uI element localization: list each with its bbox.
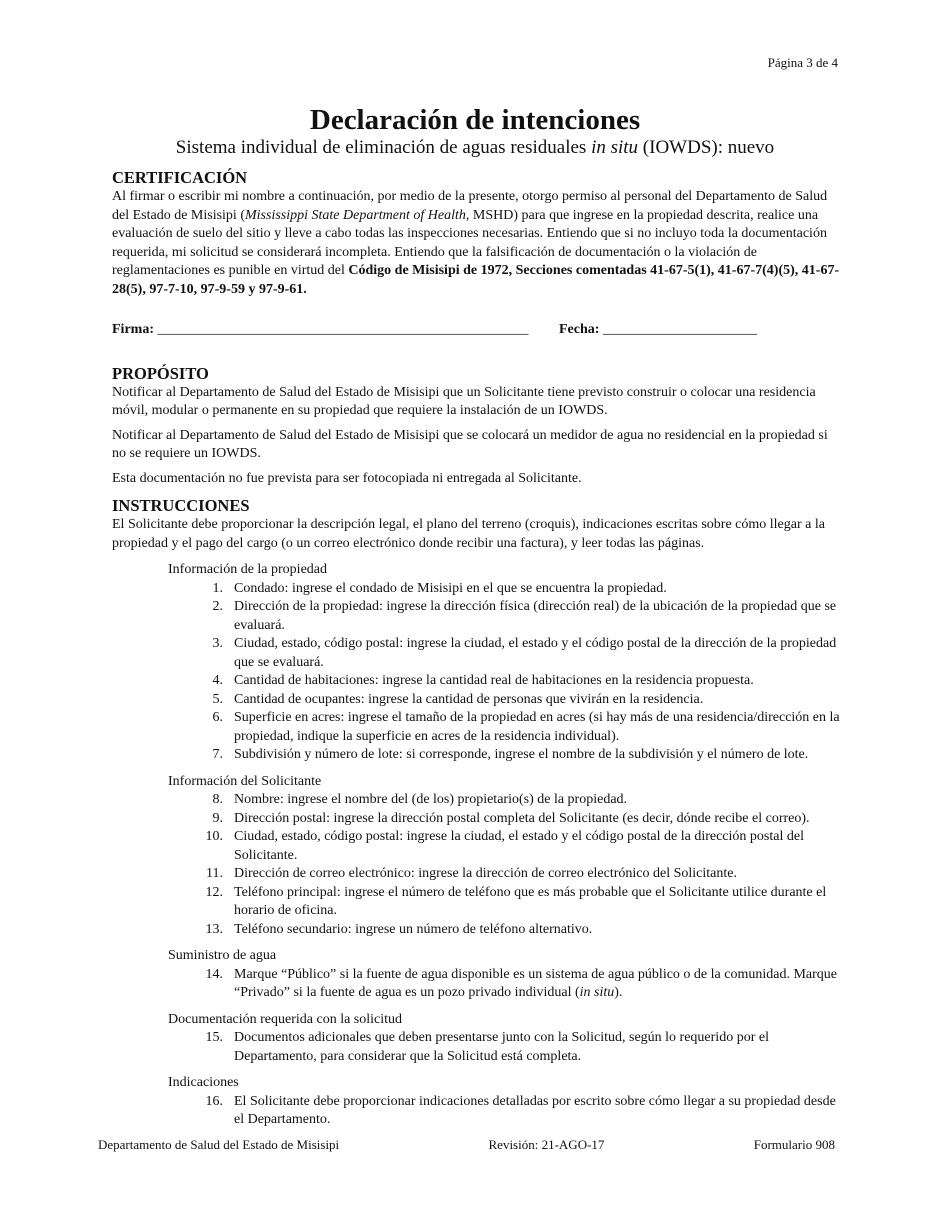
item-text: Teléfono principal: ingrese el número de teléfono que es más probable que el Solicitante utilice durante el horario de oficina.: [234, 884, 827, 918]
instructions-intro: El Solicitante debe proporcionar la descripción legal, el plano del terreno (croquis), indicaciones escritas sobre cómo llegar a la propiedad y el pago del cargo (o un correo electrónico donde recibir una factura), y leer todas las páginas.: [112, 517, 825, 551]
list-item: [168, 828, 840, 865]
item-text: Cantidad de ocupantes: ingrese la cantidad de personas que vivirán en la residencia.: [234, 691, 704, 707]
item-text-italic: in situ: [579, 985, 615, 1000]
item-number: 6.: [212, 710, 223, 725]
property-info-group: [168, 561, 840, 765]
list-item: [168, 746, 840, 765]
instruction-list: [168, 1093, 840, 1130]
date-field[interactable]: [559, 321, 757, 340]
list-item: [168, 810, 840, 829]
item-text: Nombre: ingrese el nombre del (de los) propietario(s) de la propiedad.: [234, 792, 628, 807]
item-text: El Solicitante debe proporcionar indicaciones detalladas por escrito sobre cómo llegar a su propiedad desde el Departamento.: [234, 1093, 836, 1127]
signature-label: Firma:: [112, 322, 154, 337]
item-text-part: Marque “Público” si la fuente de agua disponible es un sistema de agua público o de la comunidad. Marque “Privado” si la fuente de agua es un pozo privado individual (: [234, 966, 837, 1000]
list-item: [168, 598, 840, 635]
list-item: [168, 966, 840, 1003]
directions-group: [168, 1074, 840, 1130]
item-text: Ciudad, estado, código postal: ingrese la ciudad, el estado y el código postal de la dirección postal del Solicitante.: [234, 829, 804, 863]
item-number: 8.: [212, 792, 223, 807]
footer-revision: Revisión: 21-AGO-17: [488, 1137, 605, 1152]
item-text: Teléfono secundario: ingrese un número de teléfono alternativo.: [234, 921, 593, 937]
purpose-paragraph: Notificar al Departamento de Salud del Estado de Misisipi que un Solicitante tiene previsto construir o colocar una residencia móvil, modular o permanente en su propiedad que requiere la instalación de un IOWDS.: [112, 384, 816, 418]
item-text: Cantidad de habitaciones: ingrese la cantidad real de habitaciones en la residencia propuesta.: [234, 673, 754, 688]
group-title: Indicaciones: [168, 1075, 239, 1090]
item-text-end: ).: [614, 985, 623, 1000]
instructions-heading: INSTRUCCIONES: [112, 496, 250, 515]
list-item: [168, 691, 840, 710]
item-text: [234, 966, 840, 1003]
list-item: [168, 635, 840, 672]
list-item: [168, 791, 840, 810]
purpose-section: [112, 364, 840, 489]
page-title: Declaración de intenciones: [309, 104, 641, 136]
certification-text: [112, 188, 840, 299]
item-number: 15.: [205, 1030, 223, 1045]
item-text: Dirección de la propiedad: ingrese la dirección física (dirección real) de la ubicación de la propiedad que se evaluará.: [234, 599, 837, 633]
list-item: [168, 865, 840, 884]
instruction-list: [168, 1029, 840, 1066]
page-subtitle: [0, 137, 950, 159]
list-item: [168, 884, 840, 921]
purpose-paragraph: Esta documentación no fue prevista para ser fotocopiada ni entregada al Solicitante.: [112, 470, 582, 486]
instruction-list: [168, 966, 840, 1003]
item-number: 2.: [212, 599, 223, 614]
group-title: Información de la propiedad: [168, 562, 327, 577]
page-number: Página 3 de 4: [767, 55, 838, 70]
group-title: Documentación requerida con la solicitud: [168, 1011, 403, 1027]
certification-heading: CERTIFICACIÓN: [112, 168, 248, 187]
instruction-list: [168, 580, 840, 765]
group-title: Información del Solicitante: [168, 773, 322, 789]
subtitle-italic: in situ: [591, 137, 639, 158]
footer-form-number: Formulario 908: [753, 1137, 835, 1152]
list-item: [168, 672, 840, 691]
document-body: [112, 168, 840, 1130]
item-number: 7.: [212, 747, 223, 762]
list-item: [168, 1093, 840, 1130]
date-line: ______________________: [602, 322, 757, 337]
item-text: Dirección de correo electrónico: ingrese la dirección de correo electrónico del Solicitante.: [234, 866, 737, 881]
item-number: 14.: [205, 966, 223, 982]
item-text: Condado: ingrese el condado de Misisipi en el que se encuentra la propiedad.: [234, 580, 667, 596]
item-number: 13.: [205, 921, 223, 937]
item-number: 1.: [212, 580, 223, 596]
subtitle-text: Sistema individual de eliminación de aguas residuales: [175, 137, 592, 158]
item-number: 4.: [212, 673, 223, 688]
item-number: 9.: [212, 810, 223, 826]
signature-line: _____________________________________________________: [157, 322, 529, 337]
item-text: Superficie en acres: ingrese el tamaño de la propiedad en acres (si hay más de una residencia/dirección en la propiedad, indique la superficie en acres de la residencia individual).: [234, 710, 840, 744]
required-docs-group: [168, 1011, 840, 1067]
item-text: Subdivisión y número de lote: si corresponde, ingrese el nombre de la subdivisión y el número de lote.: [234, 747, 809, 762]
item-number: 3.: [212, 636, 223, 651]
list-item: [168, 709, 840, 746]
item-number: 16.: [205, 1093, 223, 1109]
cert-text-1: Al firmar o escribir mi nombre a continuación, por medio de la presente, otorgo permiso al personal del Departamento de Salud del Estado de Misisipi (: [112, 189, 828, 223]
subtitle-text-end: (IOWDS): nuevo: [638, 137, 775, 158]
list-item: [168, 1029, 840, 1066]
purpose-paragraph: Notificar al Departamento de Salud del Estado de Misisipi que se colocará un medidor de agua no residencial en la propiedad si no se requiere un IOWDS.: [112, 427, 828, 461]
cert-italic: Mississippi State Department of Health: [245, 207, 466, 223]
cert-legal-reference: Código de Misisipi de 1972, Secciones comentadas 41-67-5(1), 41-67-7(4)(5), 41-67-28(5), 97-7-10, 97-9-59 y 97-9-61.: [112, 263, 840, 297]
item-text: Documentos adicionales que deben presentarse junto con la Solicitud, según lo requerido por el Departamento, para considerar que la Solicitud está completa.: [234, 1030, 769, 1064]
item-number: 11.: [206, 866, 223, 881]
instruction-list: [168, 791, 840, 939]
item-number: 12.: [205, 884, 223, 900]
instructions-section: [112, 496, 840, 1130]
item-number: 10.: [205, 829, 223, 844]
item-text: Ciudad, estado, código postal: ingrese la ciudad, el estado y el código postal de la dirección de la propiedad que se evaluará.: [234, 636, 837, 670]
item-number: 5.: [212, 691, 223, 707]
group-title: Suministro de agua: [168, 948, 277, 963]
signature-field[interactable]: [112, 321, 559, 340]
cert-text-2: , MSHD) para que ingrese en la propiedad descrita, realice una evaluación de suelo del sitio y lleve a cabo todas las inspecciones necesarias. Entiendo que si no incluyo toda la documentación requerida, mi solicitud se considerará incompleta. Entiendo que la falsificación de documentación o la violación de reglamentaciones es punible en virtud del: [112, 207, 827, 278]
page-footer: [98, 1137, 835, 1153]
applicant-info-group: [168, 773, 840, 940]
list-item: [168, 921, 840, 940]
water-supply-group: [168, 947, 840, 1003]
item-text: Dirección postal: ingrese la dirección postal completa del Solicitante (es decir, dónde recibe el correo).: [234, 810, 810, 826]
list-item: [168, 580, 840, 599]
certification-section: [112, 168, 840, 299]
footer-department: Departamento de Salud del Estado de Misisipi: [98, 1137, 340, 1152]
date-label: Fecha:: [559, 322, 600, 337]
purpose-heading: PROPÓSITO: [112, 363, 209, 383]
signature-row: [112, 321, 840, 340]
